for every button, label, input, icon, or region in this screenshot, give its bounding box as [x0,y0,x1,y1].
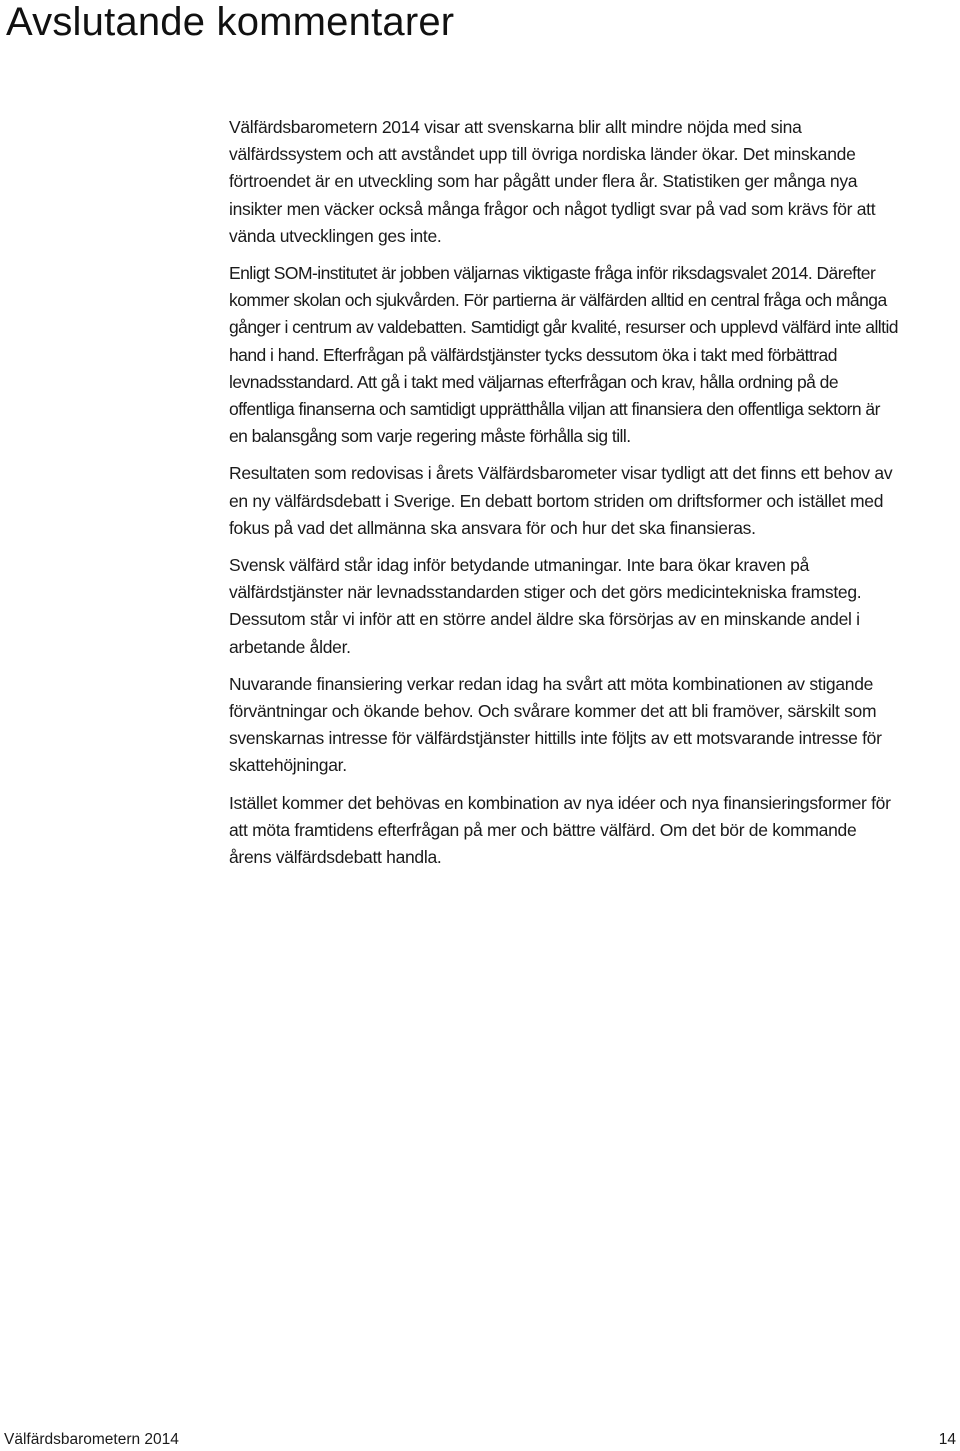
paragraph-challenges: Svensk välfärd står idag inför betydande utmaningar. Inte bara ökar kraven på välfärdstjänster när levnadsstandarden stiger och det görs medicintekniska framsteg. Dessutom står vi inför att en större andel äldre ska försörjas av en minskande andel i arbetande ålder. [229,555,862,657]
paragraph-conclusion: Istället kommer det behövas en kombination av nya idéer och nya finansieringsformer för att möta framtidens efterfrågan på mer och bättre välfärd. Om det bör de kommande årens välfärdsdebatt handla. [229,792,891,868]
page-title: Avslutande kommentarer [6,0,455,44]
paragraph-som-institutet: Enligt SOM-institutet är jobben väljarnas viktigaste fråga inför riksdagsvalet 2014. Därefter kommer skolan och sjukvården. För partierna är välfärden alltid en central fråga och många gånger i centrum av valdebatten. Samtidigt går kvalité, resurser och upplevd välfärd inte alltid hand i hand. Efterfrågan på välfärdstjänster tycks dessutom öka i takt med förbättrad levnadsstandard. Att gå i takt med väljarnas efterfrågan och krav, hålla ordning på de offentliga finanserna och samtidigt upprätthålla viljan att finansiera den offentliga sektorn är en balansgång som varje regering måste förhålla sig till. [229,263,898,447]
footer-publication: Välfärdsbarometern 2014 [4,1431,179,1448]
paragraph-results: Resultaten som redovisas i årets Välfärdsbarometer visar tydligt att det finns ett behov av en ny välfärdsdebatt i Sverige. En debatt bortom striden om driftsformer och istället med fokus på vad det allmänna ska ansvara för och hur det ska finansieras. [229,463,893,538]
footer-page-number: 14 [938,1431,956,1448]
body-text [229,114,901,881]
paragraph-financing: Nuvarande finansiering verkar redan idag ha svårt att möta kombinationen av stigande förväntningar och ökande behov. Och svårare kommer det att bli framöver, särskilt som svenskarnas intresse för välfärdstjänster hittills inte följts av ett motsvarande intresse för skattehöjningar. [229,673,882,776]
paragraph-intro: Välfärdsbarometern 2014 visar att svenskarna blir allt mindre nöjda med sina välfärdssystem och att avståndet upp till övriga nordiska länder ökar. Det minskande förtroendet är en utveckling som har pågått under flera år. Statistiken ger många nya insikter men väcker också många frågor och något tydligt svar på vad som krävs för att vända utvecklingen ges inte. [229,117,876,246]
